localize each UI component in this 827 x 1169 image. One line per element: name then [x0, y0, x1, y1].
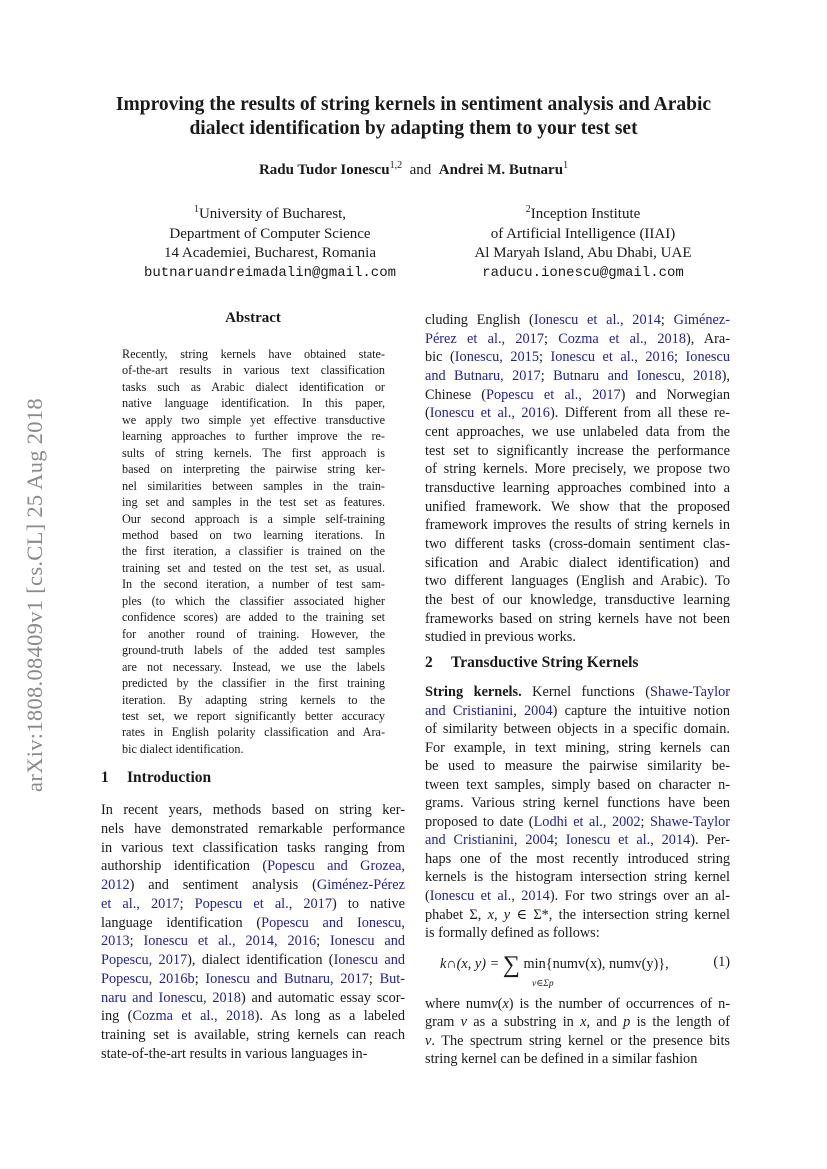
text-line — [101, 1007, 405, 1026]
author-name: Andrei M. Butnaru — [438, 162, 564, 178]
text-segment: nel similarities between samples in the train- — [122, 478, 385, 493]
citation-link[interactable]: 2004 — [525, 832, 554, 849]
text-segment: ing ( — [101, 1008, 133, 1025]
citation-link[interactable]: Ionescu — [685, 349, 730, 366]
text-segment: iteration. By adapting string kernels to the — [122, 692, 385, 707]
text-segment: Chinese ( — [425, 386, 487, 403]
text-segment: , — [513, 832, 526, 849]
text-segment: ; — [674, 349, 686, 366]
text-line — [122, 724, 385, 740]
citation-link[interactable]: Popescu et al., 2017 — [486, 386, 621, 403]
text-line — [425, 720, 730, 739]
text-segment: ; — [129, 933, 144, 950]
text-line — [101, 932, 405, 951]
math-symbol: x — [580, 1014, 587, 1031]
text-segment: , and — [586, 1014, 624, 1031]
citation-link[interactable]: Cozma et al., 2018 — [132, 1008, 255, 1025]
text-segment: string kernel can be defined in a similar fashion — [425, 1051, 698, 1068]
citation-link[interactable]: Lodhi et al., 2002 — [533, 813, 641, 830]
text-segment: sification and Arabic dialect identification) and — [425, 554, 730, 571]
author-affil-sup: 1 — [563, 160, 569, 171]
text-segment: ; — [540, 367, 554, 384]
paper-title — [60, 93, 767, 141]
math-symbol: p — [623, 1014, 631, 1031]
text-line — [425, 610, 730, 629]
text-segment: bic ( — [425, 349, 455, 366]
text-line — [425, 757, 730, 776]
text-line — [425, 386, 730, 405]
section-number: 2 — [425, 654, 433, 671]
text-segment: ), Ara- — [685, 330, 730, 347]
affil-line: of Artificial Intelligence (IIAI) — [490, 225, 676, 242]
text-line — [122, 692, 385, 708]
text-segment: nels have demonstrated remarkable performance — [101, 820, 405, 837]
citation-link[interactable]: Popescu and Ionescu, — [261, 914, 405, 931]
section-title: Transductive String Kernels — [451, 654, 639, 671]
title-line: dialect identification by adapting them to your test set — [189, 118, 638, 139]
citation-link[interactable]: Popescu, 2017 — [101, 952, 188, 968]
string-kernels-paragraph — [425, 683, 730, 943]
abstract-heading: Abstract — [225, 310, 281, 326]
citation-link[interactable]: Giménez- — [673, 312, 730, 328]
text-segment: ; — [368, 970, 380, 987]
text-line — [122, 494, 385, 510]
author-list — [60, 160, 767, 179]
citation-link[interactable]: Giménez-Pérez — [316, 877, 405, 893]
text-segment: tween text samples, simply based on character n- — [425, 776, 730, 793]
text-line — [101, 914, 405, 933]
text-segment: ) and sentiment analysis ( — [129, 877, 317, 893]
equation-rhs: min{numv(x), numv(y)}, — [523, 956, 669, 972]
text-line — [122, 478, 385, 494]
text-line — [122, 362, 385, 378]
text-line — [101, 895, 405, 914]
text-segment: ) and automatic essay scor- — [240, 989, 405, 1006]
text-line — [122, 412, 385, 428]
text-segment: be used to measure the pairwise similarity be- — [425, 758, 730, 775]
text-segment: native language identification. In this paper, — [122, 396, 385, 411]
citation-link[interactable]: naru and Ionescu, 2018 — [101, 989, 241, 1006]
text-line — [122, 741, 385, 757]
text-segment: ), — [721, 367, 730, 384]
text-segment: ground-truth labels of the added test samples — [122, 643, 385, 658]
text-line — [101, 989, 405, 1008]
math-symbol: v — [491, 996, 498, 1012]
text-segment: ples (to which the classifier associated higher — [122, 593, 385, 608]
author-conjunction: and — [409, 162, 432, 178]
citation-link[interactable]: Ionescu et al., 2016 — [550, 349, 674, 366]
text-line — [425, 702, 730, 721]
citation-link[interactable]: and Cristianini — [425, 832, 514, 849]
text-segment: In the second iteration, a number of test sam- — [122, 577, 385, 592]
text-segment: method based on two learning iterations. In — [122, 527, 385, 542]
citation-link[interactable]: 2013 — [101, 933, 130, 950]
text-segment: In recent years, methods based on string ker- — [101, 802, 405, 818]
text-segment: is the length of — [630, 1014, 730, 1031]
text-line — [425, 330, 730, 349]
text-segment: bic dialect identification. — [122, 741, 244, 756]
text-line — [425, 739, 730, 758]
affil-line: University of Bucharest, — [198, 206, 347, 222]
citation-link[interactable]: Popescu et al., 2017 — [194, 895, 332, 912]
text-line — [425, 850, 730, 869]
citation-link[interactable]: 2004 — [524, 702, 553, 719]
text-segment: is formally defined as follows: — [425, 925, 600, 942]
text-segment: studied in previous works. — [425, 629, 576, 646]
text-line — [122, 379, 385, 395]
equation-1 — [440, 948, 730, 989]
text-line — [122, 675, 385, 691]
text-segment: in various text classification tasks ranging from — [101, 839, 405, 856]
citation-link[interactable]: Popescu and Grozea, — [267, 858, 405, 875]
citation-link[interactable]: Ionescu, 2015 — [454, 349, 539, 366]
text-segment: of-the-art results in various text classification — [122, 363, 385, 378]
author-email: butnaruandreimadalin@gmail.com — [143, 264, 397, 281]
text-line — [425, 794, 730, 813]
text-segment: ). Per- — [690, 832, 731, 849]
text-line — [425, 776, 730, 795]
text-line — [425, 460, 730, 479]
text-line — [122, 346, 385, 362]
author-name: Radu Tudor Ionescu — [258, 162, 390, 178]
citation-link[interactable]: Shawe-Taylor — [650, 813, 730, 830]
abstract-body — [122, 346, 385, 757]
text-line — [101, 801, 405, 820]
text-line — [425, 868, 730, 887]
text-segment: Our second approach is a simple self-training — [122, 511, 385, 526]
math-symbol: v — [425, 1032, 432, 1049]
text-segment: sults of string kernels. The first approach is — [122, 445, 385, 460]
text-segment: ing set and samples in the test set as features. — [122, 495, 385, 510]
text-line — [425, 572, 730, 591]
text-segment: test set to significantly increase the performance — [425, 442, 730, 459]
affil-line: Inception Institute — [530, 206, 641, 222]
text-segment: gram — [425, 1014, 461, 1031]
text-segment: we apply two simple yet effective transductive — [122, 412, 385, 427]
text-segment: cent approaches, we use unlabeled data from the — [425, 423, 730, 440]
introduction-paragraph-continued — [425, 311, 730, 647]
text-segment: ; — [194, 970, 206, 987]
text-line — [425, 995, 730, 1013]
text-line — [425, 367, 730, 386]
text-segment: tasks such as Arabic dialect identification or — [122, 379, 385, 394]
text-segment: ). As long as a labeled — [254, 1008, 405, 1025]
citation-link[interactable]: Ionescu and Butnaru, 2017 — [205, 970, 369, 987]
text-segment: two different tasks (cross-domain sentiment clas- — [425, 535, 730, 552]
text-segment: . The spectrum string kernel or the presence bits — [431, 1032, 730, 1049]
text-line — [101, 1045, 405, 1064]
citation-link[interactable]: 2012 — [101, 877, 130, 893]
text-segment: learning approaches to further improve the re- — [122, 429, 385, 444]
citation-link[interactable]: Ionescu et al., 2014, 2016 — [143, 933, 317, 950]
text-segment: ; — [316, 933, 331, 950]
text-segment: ; — [640, 813, 650, 830]
text-line — [425, 1013, 730, 1031]
text-line — [425, 311, 730, 330]
citation-link[interactable]: Ionescu et al., 2016 — [429, 405, 550, 422]
text-segment: , — [513, 702, 525, 719]
text-line — [425, 683, 730, 702]
text-segment: rates in English polarity classification and Ara- — [122, 725, 385, 740]
text-line — [425, 813, 730, 832]
citation-link[interactable]: Butnaru and Ionescu, 2018 — [553, 367, 722, 384]
text-line — [122, 511, 385, 527]
author-email: raducu.ionescu@gmail.com — [482, 264, 684, 281]
text-line — [425, 535, 730, 554]
text-line — [425, 554, 730, 573]
text-line — [425, 479, 730, 498]
text-segment: ). For two strings over an al- — [549, 888, 730, 905]
text-line — [425, 591, 730, 610]
text-line — [425, 628, 730, 647]
citation-link[interactable]: Ionescu et al., 2014 — [429, 888, 550, 905]
text-segment: of string kernels. More precisely, we propose two — [425, 461, 730, 478]
text-line — [122, 543, 385, 559]
text-segment: the first iteration, a classifier is trained on the — [122, 544, 385, 559]
citation-link[interactable]: But- — [379, 970, 406, 987]
text-segment: cluding English ( — [425, 312, 534, 328]
text-line — [122, 708, 385, 724]
text-line — [122, 659, 385, 675]
text-segment: of similarity between objects in a specific domain. — [425, 721, 730, 738]
text-line — [425, 906, 730, 925]
text-segment: the best of our knowledge, transductive learning — [425, 591, 730, 608]
text-line — [425, 887, 730, 906]
affil-sup: 2 — [525, 204, 531, 215]
equation-number: (1) — [713, 954, 730, 970]
summation-index: v∈Σp — [532, 979, 554, 989]
text-line — [101, 876, 405, 895]
text-line — [425, 404, 730, 423]
text-segment: Kernel functions ( — [521, 684, 650, 700]
text-segment: ( — [497, 996, 503, 1012]
equation-lhs: k∩(x, y) = — [440, 956, 500, 972]
text-line — [101, 820, 405, 839]
text-line — [425, 831, 730, 850]
text-segment: haps one of the most recently introduced string — [425, 850, 730, 867]
text-line — [425, 1032, 730, 1050]
text-segment: ), dialect identification ( — [187, 952, 334, 968]
affil-line: Al Maryah Island, Abu Dhabi, UAE — [474, 245, 692, 261]
affiliation-left — [120, 200, 420, 283]
text-line — [101, 951, 405, 970]
section-number: 1 — [101, 769, 109, 786]
text-line — [101, 839, 405, 858]
text-line — [122, 593, 385, 609]
affil-sup: 1 — [193, 204, 199, 215]
paragraph-run-in-heading: String kernels. — [425, 684, 522, 700]
text-segment: For example, in text mining, string kernels can — [425, 739, 730, 756]
text-segment: training set and tested on the test set, as usual. — [122, 560, 385, 575]
text-line — [122, 461, 385, 477]
text-segment: kernels is the histogram intersection string kernel — [425, 869, 730, 886]
citation-link[interactable]: et al., 2017 — [101, 895, 180, 912]
section-heading-transductive — [425, 654, 638, 672]
text-segment: ) to native — [331, 895, 405, 912]
text-line — [122, 527, 385, 543]
text-segment: authorship identification ( — [101, 858, 268, 875]
text-segment: predicted by the classifier in the first training — [122, 676, 385, 691]
text-line — [425, 348, 730, 367]
math-symbol: x — [502, 996, 509, 1012]
section-title: Introduction — [127, 769, 212, 786]
text-line — [122, 445, 385, 461]
text-line — [122, 642, 385, 658]
text-segment: state-of-the-art results in various languages in- — [101, 1045, 368, 1062]
arxiv-watermark: arXiv:1808.08409v1 [cs.CL] 25 Aug 2018 — [22, 398, 47, 792]
text-line — [122, 560, 385, 576]
affil-line: 14 Academiei, Bucharest, Romania — [163, 245, 377, 261]
text-segment: ) is the number of occurrences of n- — [508, 996, 730, 1012]
text-segment: unified framework. We show that the proposed — [425, 498, 730, 515]
citation-link[interactable]: and Cristianini — [425, 702, 514, 719]
text-segment: based on interpreting the pairwise string ker- — [122, 462, 385, 477]
affil-line: Department of Computer Science — [169, 225, 371, 242]
text-segment: as a substring in — [467, 1014, 581, 1031]
text-line — [122, 576, 385, 592]
text-segment: ). Different from all these re- — [549, 405, 730, 422]
citation-link[interactable]: Shawe-Taylor — [650, 684, 730, 700]
text-segment: Recently, string kernels have obtained state- — [122, 347, 385, 361]
text-segment: ; — [553, 832, 566, 849]
text-segment: ; — [660, 312, 674, 328]
text-segment: ( — [425, 888, 430, 905]
summation-symbol: ∑ — [502, 952, 520, 978]
text-segment: training set is available, string kernels can reach — [101, 1027, 405, 1043]
text-segment: two different languages (English and Arabic). To — [425, 573, 730, 590]
citation-link[interactable]: Pérez et al., 2017 — [425, 330, 544, 347]
citation-link[interactable]: Ionescu and — [333, 952, 405, 968]
text-line — [425, 516, 730, 535]
text-segment: ; — [179, 895, 195, 912]
citation-link[interactable]: Ionescu et al., 2014 — [565, 832, 691, 849]
text-segment: transductive learning approaches combined into a — [425, 479, 730, 496]
text-segment: for another round of training. However, the — [122, 626, 385, 641]
text-segment: language identification ( — [101, 914, 262, 931]
text-segment: ) capture the intuitive notion — [552, 702, 730, 719]
text-line — [425, 423, 730, 442]
equation-explanation-paragraph — [425, 995, 730, 1069]
text-segment: framework improves the results of string kernels in — [425, 517, 730, 534]
citation-link[interactable]: Cozma et al., 2018 — [558, 330, 686, 347]
text-line — [122, 395, 385, 411]
text-line — [425, 1050, 730, 1068]
affiliation-right — [433, 200, 733, 283]
text-segment: are not necessary. Instead, we use the labels — [122, 659, 385, 674]
text-segment: grams. Various string kernel functions have been — [425, 795, 730, 812]
text-line — [101, 857, 405, 876]
math-symbol: x, y — [487, 906, 511, 923]
author-affil-sup: 1,2 — [389, 160, 403, 171]
introduction-paragraph — [101, 801, 405, 1064]
text-segment: confidence scores) are added to the training set — [122, 610, 385, 625]
text-segment: ; — [543, 330, 559, 347]
text-segment: ) and Norwegian — [620, 386, 730, 403]
text-segment: frameworks based on string kernels have not been — [425, 610, 730, 627]
text-segment: ∈ Σ*, the intersection string kernel — [510, 906, 730, 923]
text-line — [101, 1026, 405, 1045]
text-line — [425, 924, 730, 943]
citation-link[interactable]: and Butnaru, 2017 — [425, 367, 541, 384]
citation-link[interactable]: Ionescu and — [330, 933, 406, 950]
citation-link[interactable]: Ionescu et al., 2014 — [533, 312, 661, 328]
text-segment: ( — [425, 405, 430, 422]
text-segment: where num — [425, 996, 492, 1012]
title-line: Improving the results of string kernels in sentiment analysis and Arabic — [115, 94, 712, 115]
text-line — [425, 442, 730, 461]
text-segment: ; — [538, 349, 551, 366]
text-segment: test set, we report significantly better accuracy — [122, 708, 385, 723]
math-symbol: v — [460, 1014, 467, 1031]
text-line — [122, 626, 385, 642]
text-segment: proposed to date ( — [425, 813, 534, 830]
section-heading-introduction — [101, 769, 211, 787]
text-line — [101, 970, 405, 989]
text-segment: phabet Σ, — [425, 906, 488, 923]
citation-link[interactable]: Popescu, 2016b — [101, 970, 195, 987]
text-line — [425, 498, 730, 517]
text-line — [122, 609, 385, 625]
text-line — [122, 428, 385, 444]
